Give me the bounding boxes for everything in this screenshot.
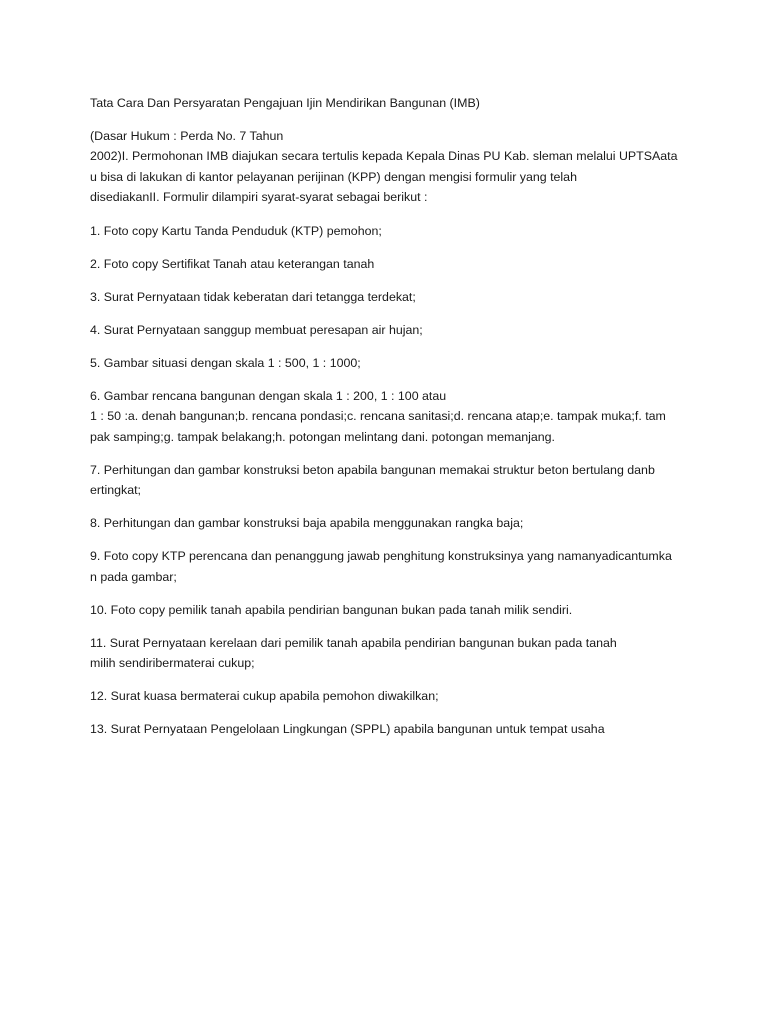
requirement-item	[90, 320, 690, 341]
requirement-item	[90, 353, 690, 374]
requirement-line: 9. Foto copy KTP perencana dan penanggung jawab penghitung konstruksinya yang namanyadicantumka	[90, 549, 672, 563]
requirement-line: ertingkat;	[90, 483, 141, 497]
requirement-line: 13. Surat Pernyataan Pengelolaan Lingkungan (SPPL) apabila bangunan untuk tempat usaha	[90, 722, 605, 736]
intro-line: u bisa di lakukan di kantor pelayanan perijinan (KPP) dengan mengisi formulir yang telah	[90, 169, 577, 184]
intro-line: 2002)I. Permohonan IMB diajukan secara tertulis kepada Kepala Dinas PU Kab. sleman melalui UPTSAata	[90, 149, 678, 163]
requirement-line: 8. Perhitungan dan gambar konstruksi baja apabila menggunakan rangka baja;	[90, 516, 524, 530]
intro-paragraph	[90, 126, 690, 208]
requirement-line: 3. Surat Pernyataan tidak keberatan dari tetangga terdekat;	[90, 289, 416, 304]
requirement-item	[90, 719, 690, 740]
requirement-line: 7. Perhitungan dan gambar konstruksi beton apabila bangunan memakai struktur beton bertulang danb	[90, 462, 655, 477]
requirement-item	[90, 386, 690, 448]
intro-line: disediakanII. Formulir dilampiri syarat-syarat sebagai berikut :	[90, 190, 428, 204]
requirement-line: 1 : 50 :a. denah bangunan;b. rencana pondasi;c. rencana sanitasi;d. rencana atap;e. tampak muka;f. tam	[90, 409, 666, 423]
requirement-line: 5. Gambar situasi dengan skala 1 : 500, 1 : 1000;	[90, 355, 361, 370]
requirement-line: 2. Foto copy Sertifikat Tanah atau keterangan tanah	[90, 256, 375, 271]
requirement-item	[90, 633, 690, 674]
requirement-line: 4. Surat Pernyataan sanggup membuat peresapan air hujan;	[90, 322, 423, 337]
requirements-list	[90, 221, 690, 740]
requirement-line: 11. Surat Pernyataan kerelaan dari pemilik tanah apabila pendirian bangunan bukan pada tanah	[90, 635, 617, 650]
requirement-item	[90, 600, 690, 621]
requirement-item	[90, 513, 690, 534]
requirement-line: 10. Foto copy pemilik tanah apabila pendirian bangunan bukan pada tanah milik sendiri.	[90, 602, 573, 617]
requirement-item	[90, 254, 690, 275]
document-page	[90, 93, 690, 752]
requirement-item	[90, 546, 690, 587]
intro-line: (Dasar Hukum : Perda No. 7 Tahun	[90, 128, 284, 143]
requirement-item	[90, 460, 690, 501]
document-title: Tata Cara Dan Persyaratan Pengajuan Ijin Mendirikan Bangunan (IMB)	[90, 96, 480, 110]
requirement-item	[90, 221, 690, 242]
requirement-line: pak samping;g. tampak belakang;h. potongan melintang dani. potongan memanjang.	[90, 429, 555, 444]
requirement-line: 1. Foto copy Kartu Tanda Penduduk (KTP) pemohon;	[90, 223, 382, 238]
requirement-line: milih sendiribermaterai cukup;	[90, 656, 255, 670]
requirement-item	[90, 287, 690, 308]
requirement-line: 12. Surat kuasa bermaterai cukup apabila pemohon diwakilkan;	[90, 689, 439, 703]
requirement-item	[90, 686, 690, 707]
requirement-line: n pada gambar;	[90, 569, 177, 584]
requirement-line: 6. Gambar rencana bangunan dengan skala 1 : 200, 1 : 100 atau	[90, 388, 447, 403]
